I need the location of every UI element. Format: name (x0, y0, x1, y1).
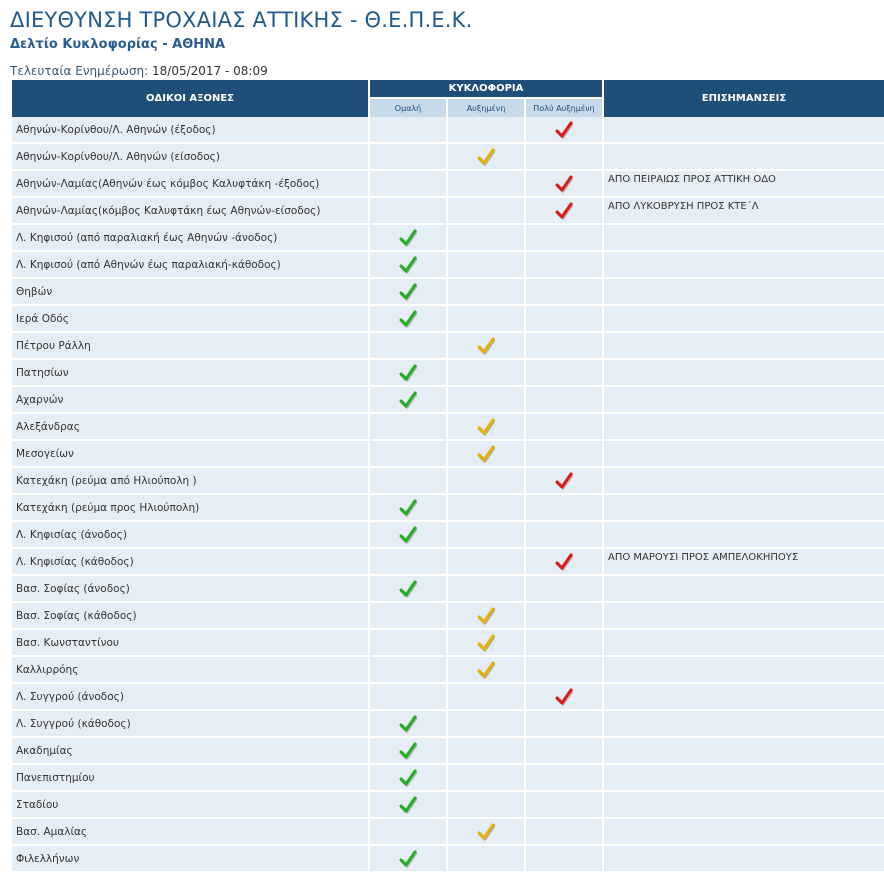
note-text (604, 468, 884, 495)
status-cell-increased (448, 576, 524, 603)
red-check-icon (555, 121, 573, 139)
status-cell-very-increased (526, 711, 602, 738)
green-check-icon (399, 229, 417, 247)
note-text (604, 414, 884, 441)
yellow-check-icon (477, 823, 495, 841)
status-cell-very-increased (526, 333, 602, 360)
status-cell-very-increased (526, 198, 602, 225)
table-row (12, 117, 884, 144)
table-row (12, 144, 884, 171)
table-row (12, 198, 884, 225)
note-text: ΑΠΟ ΛΥΚΟΒΡΥΣΗ ΠΡΟΣ ΚΤΕ΄Λ (604, 198, 884, 225)
status-cell-increased (448, 495, 524, 522)
road-name: Πατησίων (12, 360, 368, 387)
status-cell-normal (370, 792, 446, 819)
red-check-icon (555, 202, 573, 220)
status-cell-very-increased (526, 144, 602, 171)
note-text (604, 117, 884, 144)
yellow-check-icon (477, 148, 495, 166)
road-name: Ιερά Οδός (12, 306, 368, 333)
note-text (604, 630, 884, 657)
note-text (604, 333, 884, 360)
status-cell-increased (448, 387, 524, 414)
road-name: Αθηνών-Λαμίας(κόμβος Καλυφτάκη έως Αθηνών-είσοδος) (12, 198, 368, 225)
road-name: Θηβών (12, 279, 368, 306)
red-check-icon (555, 175, 573, 193)
column-header-very-increased: Πολύ Αυξημένη (526, 99, 602, 117)
road-name: Λ. Κηφισίας (άνοδος) (12, 522, 368, 549)
table-row (12, 279, 884, 306)
last-update-label: Τελευταία Ενημέρωση: (10, 64, 149, 78)
red-check-icon (555, 688, 573, 706)
status-cell-increased (448, 657, 524, 684)
status-cell-normal (370, 738, 446, 765)
status-cell-increased (448, 144, 524, 171)
table-row (12, 549, 884, 576)
status-cell-increased (448, 225, 524, 252)
table-row (12, 657, 884, 684)
status-cell-normal (370, 441, 446, 468)
table-row (12, 495, 884, 522)
note-text (604, 144, 884, 171)
status-cell-increased (448, 117, 524, 144)
road-name: Λ. Κηφισού (από Αθηνών έως παραλιακή-κάθοδος) (12, 252, 368, 279)
status-cell-normal (370, 603, 446, 630)
column-header-traffic: ΚΥΚΛΟΦΟΡΙΑ (370, 80, 602, 99)
note-text (604, 495, 884, 522)
status-cell-very-increased (526, 630, 602, 657)
green-check-icon (399, 310, 417, 328)
table-row (12, 738, 884, 765)
table-row (12, 306, 884, 333)
status-cell-normal (370, 846, 446, 873)
status-cell-increased (448, 414, 524, 441)
status-cell-very-increased (526, 765, 602, 792)
status-cell-increased (448, 738, 524, 765)
road-name: Φιλελλήνων (12, 846, 368, 873)
note-text (604, 522, 884, 549)
road-name: Καλλιρρόης (12, 657, 368, 684)
table-row (12, 819, 884, 846)
yellow-check-icon (477, 337, 495, 355)
status-cell-normal (370, 819, 446, 846)
road-name: Μεσογείων (12, 441, 368, 468)
road-name: Αχαρνών (12, 387, 368, 414)
note-text (604, 387, 884, 414)
status-cell-very-increased (526, 576, 602, 603)
table-row (12, 576, 884, 603)
note-text (604, 306, 884, 333)
status-cell-normal (370, 414, 446, 441)
column-header-roads: ΟΔΙΚΟΙ ΑΞΟΝΕΣ (12, 80, 368, 117)
status-cell-increased (448, 360, 524, 387)
green-check-icon (399, 364, 417, 382)
status-cell-increased (448, 846, 524, 873)
road-name: Λ. Κηφισίας (κάθοδος) (12, 549, 368, 576)
traffic-table (10, 80, 884, 873)
note-text: ΑΠΟ ΠΕΙΡΑΙΩΣ ΠΡΟΣ ΑΤΤΙΚΗ ΟΔΟ (604, 171, 884, 198)
table-row (12, 468, 884, 495)
status-cell-normal (370, 306, 446, 333)
note-text (604, 603, 884, 630)
green-check-icon (399, 526, 417, 544)
status-cell-increased (448, 198, 524, 225)
road-name: Λ. Συγγρού (άνοδος) (12, 684, 368, 711)
column-header-increased: Αυξημένη (448, 99, 524, 117)
note-text (604, 279, 884, 306)
table-row (12, 441, 884, 468)
road-name: Πέτρου Ράλλη (12, 333, 368, 360)
red-check-icon (555, 553, 573, 571)
note-text (604, 657, 884, 684)
note-text (604, 711, 884, 738)
status-cell-very-increased (526, 657, 602, 684)
status-cell-increased (448, 441, 524, 468)
last-update (10, 64, 268, 78)
road-name: Βασ. Αμαλίας (12, 819, 368, 846)
status-cell-normal (370, 279, 446, 306)
status-cell-very-increased (526, 495, 602, 522)
note-text (604, 225, 884, 252)
status-cell-normal (370, 576, 446, 603)
status-cell-very-increased (526, 117, 602, 144)
status-cell-normal (370, 522, 446, 549)
status-cell-increased (448, 522, 524, 549)
yellow-check-icon (477, 634, 495, 652)
table-row (12, 684, 884, 711)
note-text (604, 819, 884, 846)
note-text (604, 576, 884, 603)
status-cell-very-increased (526, 792, 602, 819)
note-text (604, 252, 884, 279)
status-cell-increased (448, 684, 524, 711)
status-cell-normal (370, 225, 446, 252)
status-cell-normal (370, 360, 446, 387)
table-row (12, 765, 884, 792)
status-cell-normal (370, 657, 446, 684)
green-check-icon (399, 391, 417, 409)
note-text (604, 846, 884, 873)
yellow-check-icon (477, 418, 495, 436)
status-cell-increased (448, 603, 524, 630)
status-cell-very-increased (526, 846, 602, 873)
status-cell-increased (448, 549, 524, 576)
status-cell-normal (370, 765, 446, 792)
table-row (12, 522, 884, 549)
table-row (12, 846, 884, 873)
column-header-normal: Ομαλή (370, 99, 446, 117)
green-check-icon (399, 715, 417, 733)
status-cell-normal (370, 630, 446, 657)
status-cell-normal (370, 387, 446, 414)
status-cell-normal (370, 495, 446, 522)
table-row (12, 792, 884, 819)
status-cell-normal (370, 684, 446, 711)
status-cell-very-increased (526, 360, 602, 387)
note-text (604, 360, 884, 387)
note-text (604, 792, 884, 819)
page-title: ΔΙΕΥΘΥΝΣΗ ΤΡΟΧΑΙΑΣ ΑΤΤΙΚΗΣ - Θ.Ε.Π.Ε.Κ. (10, 8, 473, 32)
status-cell-very-increased (526, 279, 602, 306)
status-cell-very-increased (526, 414, 602, 441)
status-cell-normal (370, 468, 446, 495)
road-name: Βασ. Σοφίας (κάθοδος) (12, 603, 368, 630)
status-cell-very-increased (526, 225, 602, 252)
status-cell-very-increased (526, 522, 602, 549)
note-text (604, 441, 884, 468)
status-cell-increased (448, 711, 524, 738)
page-subtitle: Δελτίο Κυκλοφορίας - ΑΘΗΝΑ (10, 37, 226, 52)
status-cell-very-increased (526, 819, 602, 846)
status-cell-normal (370, 711, 446, 738)
table-row (12, 333, 884, 360)
status-cell-very-increased (526, 738, 602, 765)
table-row (12, 414, 884, 441)
status-cell-increased (448, 819, 524, 846)
table-row (12, 171, 884, 198)
green-check-icon (399, 769, 417, 787)
status-cell-very-increased (526, 441, 602, 468)
table-row (12, 360, 884, 387)
green-check-icon (399, 796, 417, 814)
green-check-icon (399, 499, 417, 517)
table-row (12, 252, 884, 279)
status-cell-very-increased (526, 684, 602, 711)
status-cell-increased (448, 333, 524, 360)
status-cell-very-increased (526, 603, 602, 630)
note-text (604, 738, 884, 765)
table-row (12, 630, 884, 657)
road-name: Αθηνών-Λαμίας(Αθηνών έως κόμβος Καλυφτάκη -έξοδος) (12, 171, 368, 198)
status-cell-normal (370, 252, 446, 279)
road-name: Λ. Συγγρού (κάθοδος) (12, 711, 368, 738)
note-text: ΑΠΟ ΜΑΡΟΥΣΙ ΠΡΟΣ ΑΜΠΕΛΟΚΗΠΟΥΣ (604, 549, 884, 576)
status-cell-very-increased (526, 171, 602, 198)
road-name: Πανεπιστημίου (12, 765, 368, 792)
status-cell-very-increased (526, 468, 602, 495)
yellow-check-icon (477, 445, 495, 463)
status-cell-increased (448, 468, 524, 495)
status-cell-very-increased (526, 387, 602, 414)
table-row (12, 711, 884, 738)
status-cell-increased (448, 279, 524, 306)
road-name: Αλεξάνδρας (12, 414, 368, 441)
status-cell-increased (448, 171, 524, 198)
road-name: Ακαδημίας (12, 738, 368, 765)
status-cell-normal (370, 117, 446, 144)
road-name: Βασ. Κωνσταντίνου (12, 630, 368, 657)
road-name: Αθηνών-Κορίνθου/Λ. Αθηνών (έξοδος) (12, 117, 368, 144)
green-check-icon (399, 256, 417, 274)
status-cell-normal (370, 144, 446, 171)
green-check-icon (399, 580, 417, 598)
status-cell-increased (448, 792, 524, 819)
table-row (12, 387, 884, 414)
red-check-icon (555, 472, 573, 490)
status-cell-very-increased (526, 252, 602, 279)
road-name: Βασ. Σοφίας (άνοδος) (12, 576, 368, 603)
status-cell-very-increased (526, 306, 602, 333)
road-name: Λ. Κηφισού (από παραλιακή έως Αθηνών -άνοδος) (12, 225, 368, 252)
table-row (12, 603, 884, 630)
road-name: Αθηνών-Κορίνθου/Λ. Αθηνών (είσοδος) (12, 144, 368, 171)
green-check-icon (399, 283, 417, 301)
yellow-check-icon (477, 661, 495, 679)
table-row (12, 225, 884, 252)
road-name: Σταδίου (12, 792, 368, 819)
note-text (604, 765, 884, 792)
status-cell-increased (448, 765, 524, 792)
status-cell-normal (370, 171, 446, 198)
green-check-icon (399, 742, 417, 760)
status-cell-increased (448, 306, 524, 333)
status-cell-normal (370, 198, 446, 225)
status-cell-very-increased (526, 549, 602, 576)
green-check-icon (399, 850, 417, 868)
status-cell-increased (448, 630, 524, 657)
status-cell-normal (370, 549, 446, 576)
last-update-value: 18/05/2017 - 08:09 (152, 64, 268, 78)
yellow-check-icon (477, 607, 495, 625)
column-header-notes: ΕΠΙΣΗΜΑΝΣΕΙΣ (604, 80, 884, 117)
road-name: Κατεχάκη (ρεύμα από Ηλιούπολη ) (12, 468, 368, 495)
road-name: Κατεχάκη (ρεύμα προς Ηλιούπολη) (12, 495, 368, 522)
status-cell-increased (448, 252, 524, 279)
status-cell-normal (370, 333, 446, 360)
note-text (604, 684, 884, 711)
